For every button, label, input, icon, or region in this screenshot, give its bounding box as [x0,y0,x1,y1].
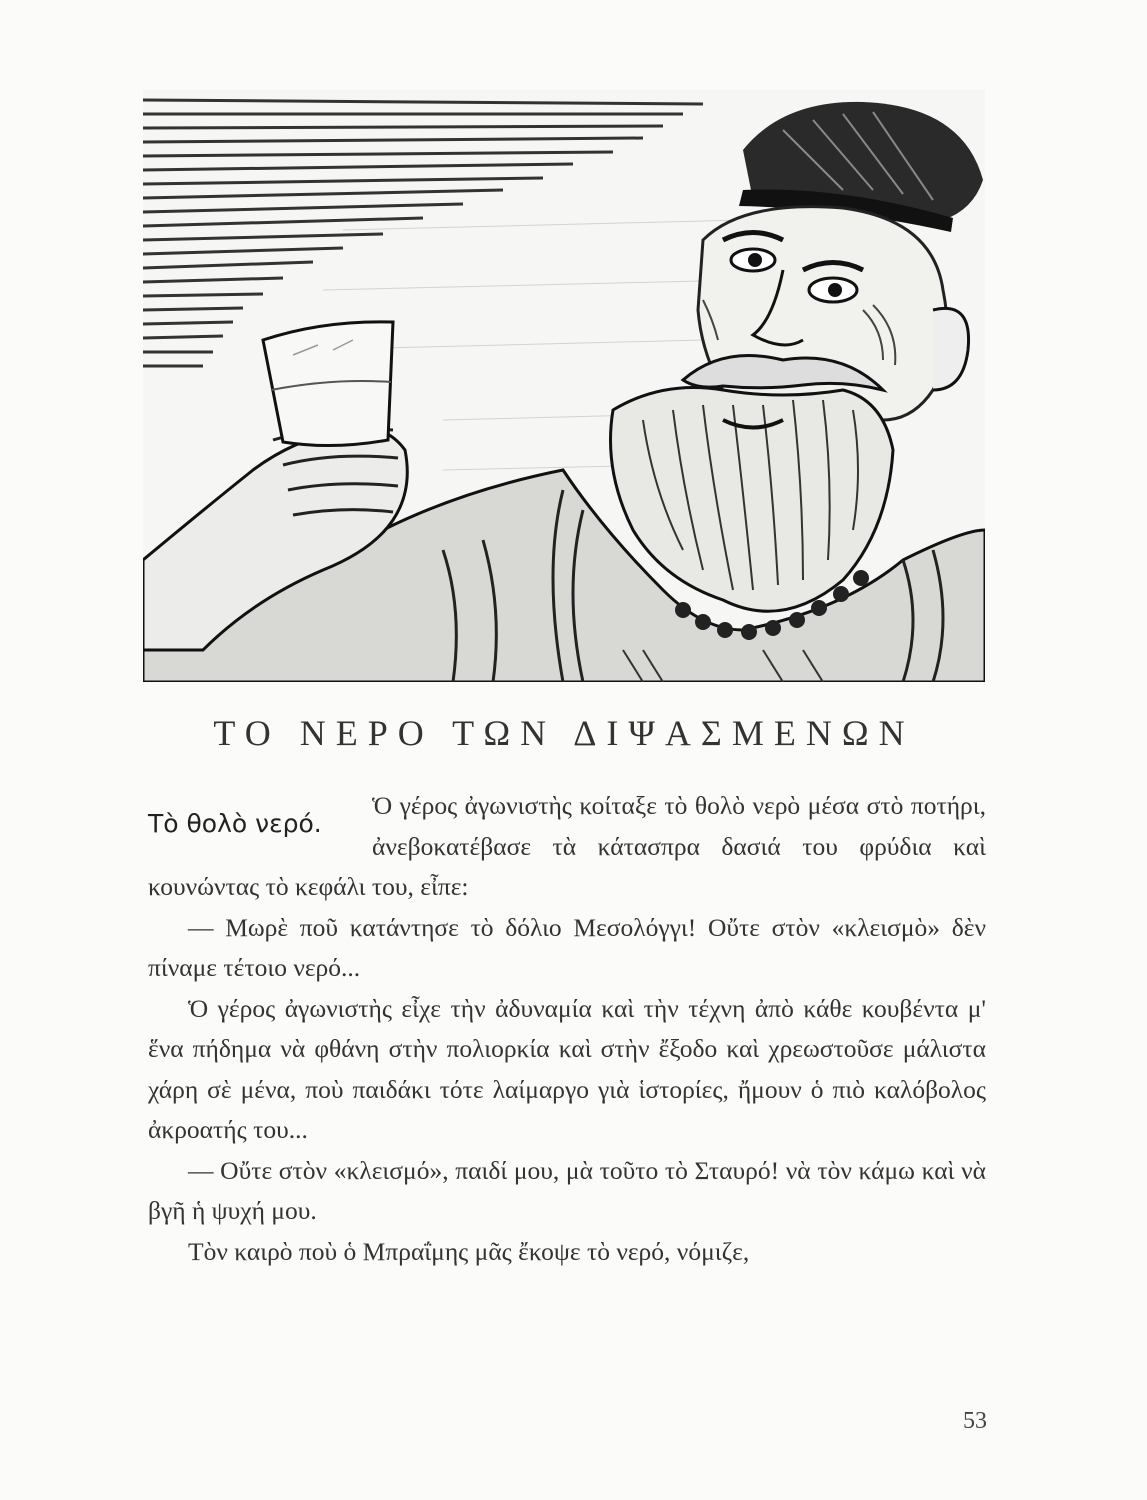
paragraph-5: Τὸν καιρὸ ποὺ ὁ Μπραΐμης μᾶς ἔκοψε τὸ νερό, νόμιζε, [188,1236,750,1266]
chapter-title: ΤΟ ΝΕΡΟ ΤΩΝ ΔΙΨΑΣΜΕΝΩΝ [213,713,915,753]
woodcut-illustration [143,90,985,682]
sky-hatching [143,100,703,366]
paragraph-2: — Μωρὲ ποῦ κατάντησε τὸ δόλιο Μεσολόγγι! Οὔτε στὸν «κλεισμὸ» δὲν πίναμε τέτοιο νερό... [148,912,986,982]
page-number: 53 [963,1408,987,1434]
paragraph-3: Ὁ γέρος ἀγωνιστὴς εἶχε τὴν ἀδυναμία καὶ τὴν τέχνη ἀπὸ κάθε κουβέντα μ' ἕνα πήδημα νὰ φθάνη στὴν πολιορκία καὶ στὴν ἔξοδο καὶ χρεωστοῦσε μάλιστα χάρη σὲ μένα, ποὺ παιδάκι τότε λαίμαργο γιὰ ἱστορίες, ἤμουν ὁ πιὸ καλόβολος ἀκροατής του... [148,993,986,1144]
side-heading: Τὸ θολὸ νερό. [148,809,322,838]
face [683,207,969,420]
paragraph-1: Ὁ γέρος ἀγωνιστὴς κοίταξε τὸ θολὸ νερὸ μέσα στὸ ποτήρι, ἀνεβοκατέβασε τὰ κάτασπρα δασιά του φρύδια καὶ κουνώντας τὸ κεφάλι του, εἶπε: [148,791,986,901]
chapter-text [148,786,986,1272]
paragraph-4: — Οὔτε στὸν «κλεισμό», παιδί μου, μὰ τοῦτο τὸ Σταυρό! νὰ τὸν κάμω καὶ νὰ βγῆ ἡ ψυχή μου. [148,1155,986,1225]
